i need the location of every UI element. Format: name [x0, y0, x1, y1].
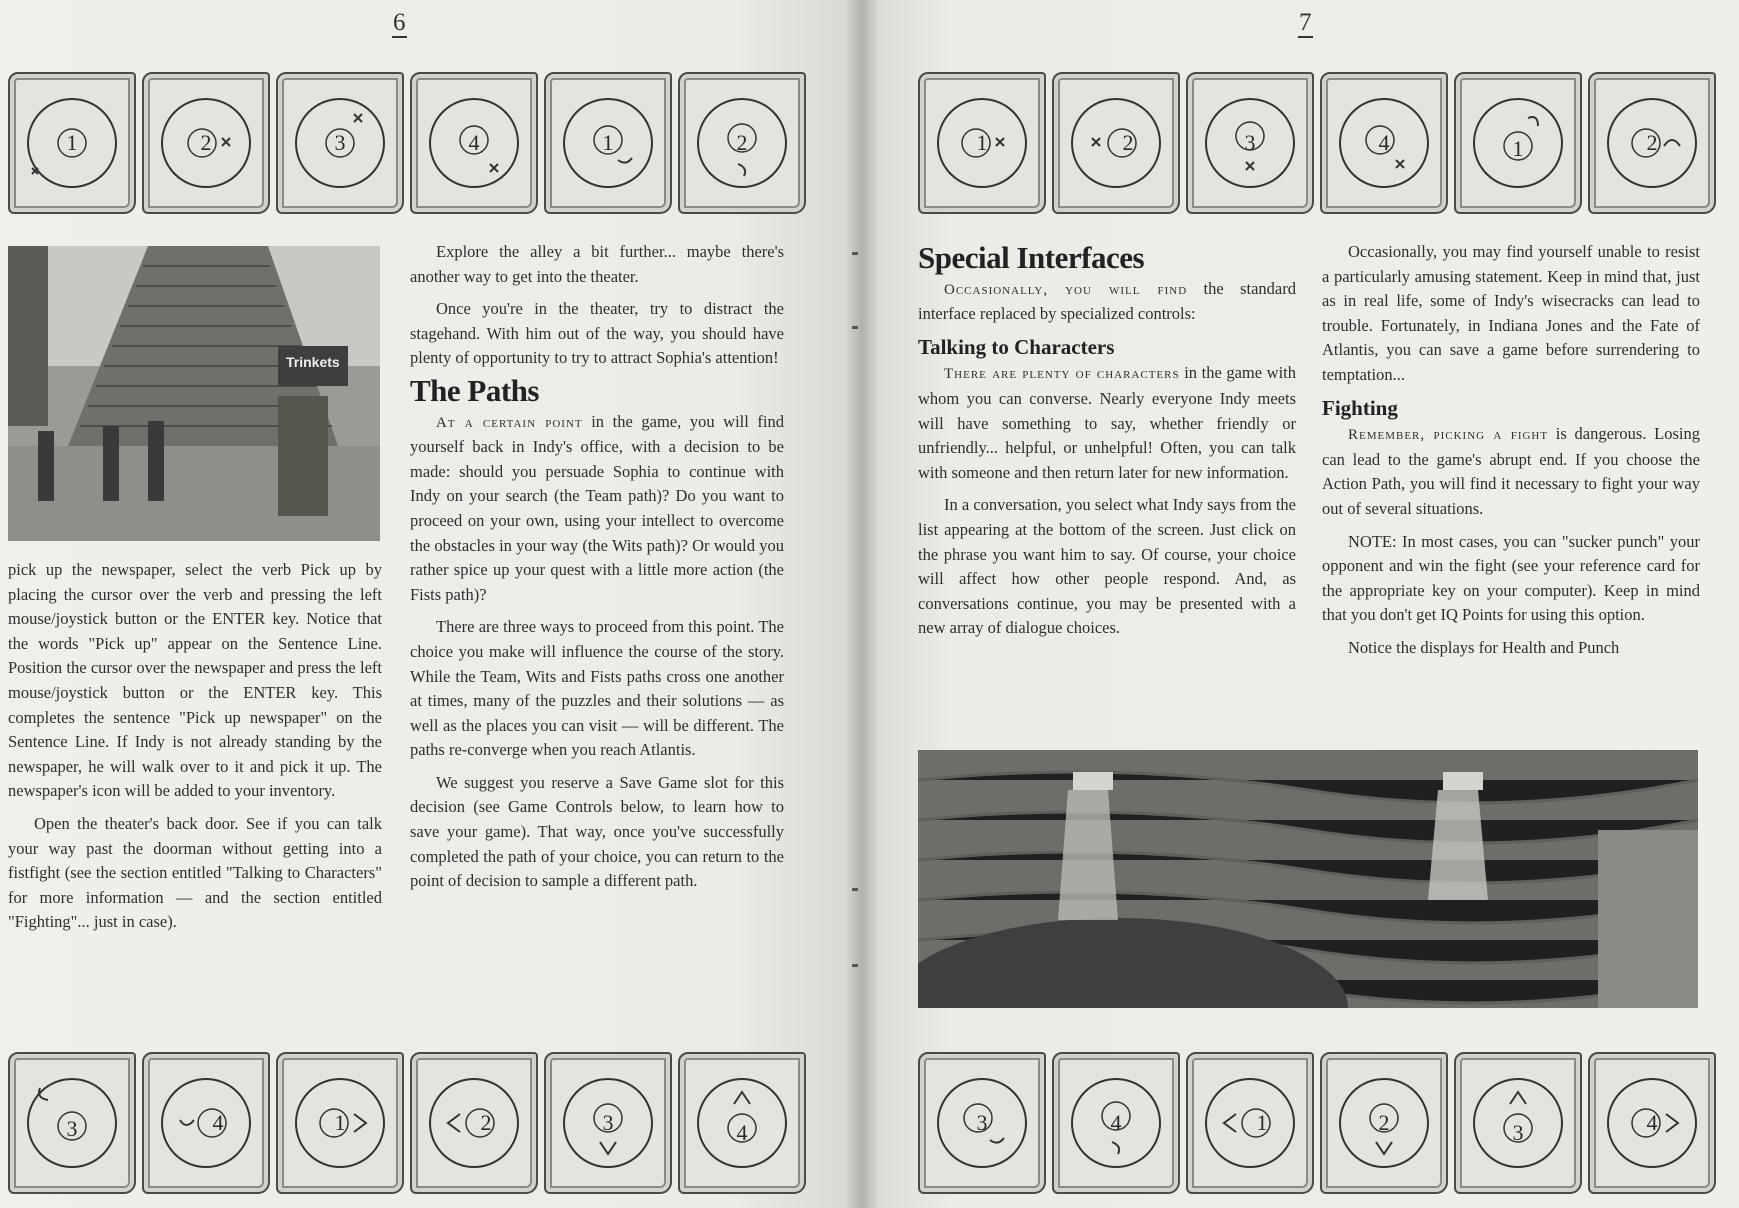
glyph-tile: 4: [1320, 72, 1448, 214]
glyph-tile: 4: [142, 1052, 270, 1194]
trinkets-sign: Trinkets: [286, 354, 340, 370]
book-gutter: [845, 0, 879, 1208]
glyph-tile: 3: [1186, 72, 1314, 214]
section-heading: Special Interfaces: [918, 240, 1145, 275]
glyph-tile: 1: [8, 72, 136, 214]
paragraph: Once you're in the theater, try to distract the stagehand. With him out of the way, you should have plenty of opportunity to try to attract Sophia's attention!: [410, 299, 784, 368]
glyph-tile: 2: [678, 72, 806, 214]
left-page: [0, 0, 862, 1208]
paragraph: Open the theater's back door. See if you can talk your way past the doorman without getting into a fistfight (see the section entitled "Talking to Characters" for more information — and the section entitled "Fighting"... just in case).: [8, 813, 382, 932]
margin-mark: [852, 252, 858, 255]
right-page: [862, 0, 1739, 1208]
glyph-tile: 1: [1186, 1052, 1314, 1194]
paragraph: Notice the displays for Health and Punch: [1348, 637, 1620, 657]
paragraph: Occasionally, you will find the standard interface replaced by specialized controls:: [918, 278, 1297, 324]
margin-mark: [852, 326, 858, 329]
glyph-tile: 1: [276, 1052, 404, 1194]
glyph-tile: 1: [1454, 72, 1582, 214]
top-tile-strip: [918, 72, 1716, 212]
paragraph: We suggest you reserve a Save Game slot for this decision (see Game Controls below, to learn how to save your game). That way, once you've successfully completed the path of your choice, you can return to the point of decision to sample a different path.: [410, 772, 784, 891]
top-tile-strip: [8, 72, 806, 212]
glyph-tile: 1: [544, 72, 672, 214]
right-column-1: [918, 240, 1296, 649]
paragraph: Explore the alley a bit further... maybe there's another way to get into the theater.: [410, 242, 784, 286]
game-screenshot-pyramid: [8, 246, 380, 541]
right-column-2: [1322, 240, 1700, 669]
paragraph: Occasionally, you may find yourself unable to resist a particularly amusing statement. Keep in mind that, just as in real life, some of Indy's wisecracks can lead to trouble. Fortunately, in Indiana Jones and the Fate of Atlantis, you can save a game before surrendering to temptation...: [1322, 242, 1700, 384]
page-number: 7: [1299, 9, 1312, 36]
glyph-tile: 2: [142, 72, 270, 214]
paragraph: NOTE: In most cases, you can "sucker punch" your opponent and win the fight (see your reference card for the appropriate key on your computer). Keep in mind that you don't get IQ Points for using this option.: [1322, 531, 1700, 625]
glyph-tile: 3: [918, 1052, 1046, 1194]
left-column-1: [8, 558, 382, 943]
game-screenshot-cavern: [918, 750, 1698, 1008]
glyph-tile: 2: [1052, 72, 1180, 214]
glyph-tile: 2: [1588, 72, 1716, 214]
paragraph: In a conversation, you select what Indy says from the list appearing at the bottom of the screen. Just click on the phrase you want him to say. Of course, your choice will affect how other people respond. And, as conversations continue, you may be presented with a new array of dialogue choices.: [918, 495, 1296, 638]
paragraph: There are three ways to proceed from this point. The choice you make will influence the course of the story. While the Team, Wits and Fists paths cross one another at times, many of the puzzles and their solutions — as well as the places you can visit — will be different. The paths re-converge when you reach Atlantis.: [410, 617, 784, 760]
page-number: 6: [393, 9, 406, 36]
paragraph: pick up the newspaper, select the verb Pick up by placing the cursor over the verb and pressing the left mouse/joystick button or the ENTER key. Notice that the words "Pick up" appear on the Sentence Line. Position the cursor over the newspaper and press the left mouse/joystick button or the ENTER key. This completes the sentence "Pick up newspaper" on the Sentence Line. If Indy is not already standing by the newspaper, he will walk over to it and pick it up. The newspaper's icon will be added to your inventory.: [8, 560, 382, 801]
glyph-tile: 4: [678, 1052, 806, 1194]
glyph-tile: 1: [918, 72, 1046, 214]
margin-mark: [852, 964, 858, 967]
glyph-tile: 3: [276, 72, 404, 214]
paragraph: Remember, picking a fight is dangerous. Losing can lead to the game's abrupt end. If you choose the Action Path, you will find it necessary to fight your way out of several situations.: [1322, 424, 1700, 518]
glyph-tile: 2: [1320, 1052, 1448, 1194]
left-column-2: [410, 240, 784, 902]
section-heading: The Paths: [410, 372, 539, 408]
glyph-tile: 3: [1454, 1052, 1582, 1194]
glyph-tile: 3: [8, 1052, 136, 1194]
glyph-tile: 4: [1588, 1052, 1716, 1194]
subsection-heading: Fighting: [1322, 395, 1398, 420]
glyph-tile: 4: [410, 72, 538, 214]
bottom-tile-strip: [8, 1052, 806, 1192]
glyph-tile: 2: [410, 1052, 538, 1194]
margin-mark: [852, 888, 858, 891]
paragraph: At a certain point in the game, you will find yourself back in Indy's office, with a decision to be made: should you persuade Sophia to continue with Indy on your search (the Team path)? Do you want to proceed on your own, using your intellect to overcome the obstacles in your way (the Wits path)? Or would you rather spice up your quest with a little more action (the Fists path)?: [410, 411, 784, 604]
subsection-heading: Talking to Characters: [918, 334, 1115, 359]
glyph-tile: 4: [1052, 1052, 1180, 1194]
bottom-tile-strip: [918, 1052, 1716, 1192]
paragraph: There are plenty of characters in the game with whom you can converse. Nearly everyone Indy meets will have something to say, whether friendly or unfriendly... helpful, or unhelpful! Often, you can talk with someone and then return later for new information.: [918, 363, 1296, 482]
glyph-tile: 3: [544, 1052, 672, 1194]
